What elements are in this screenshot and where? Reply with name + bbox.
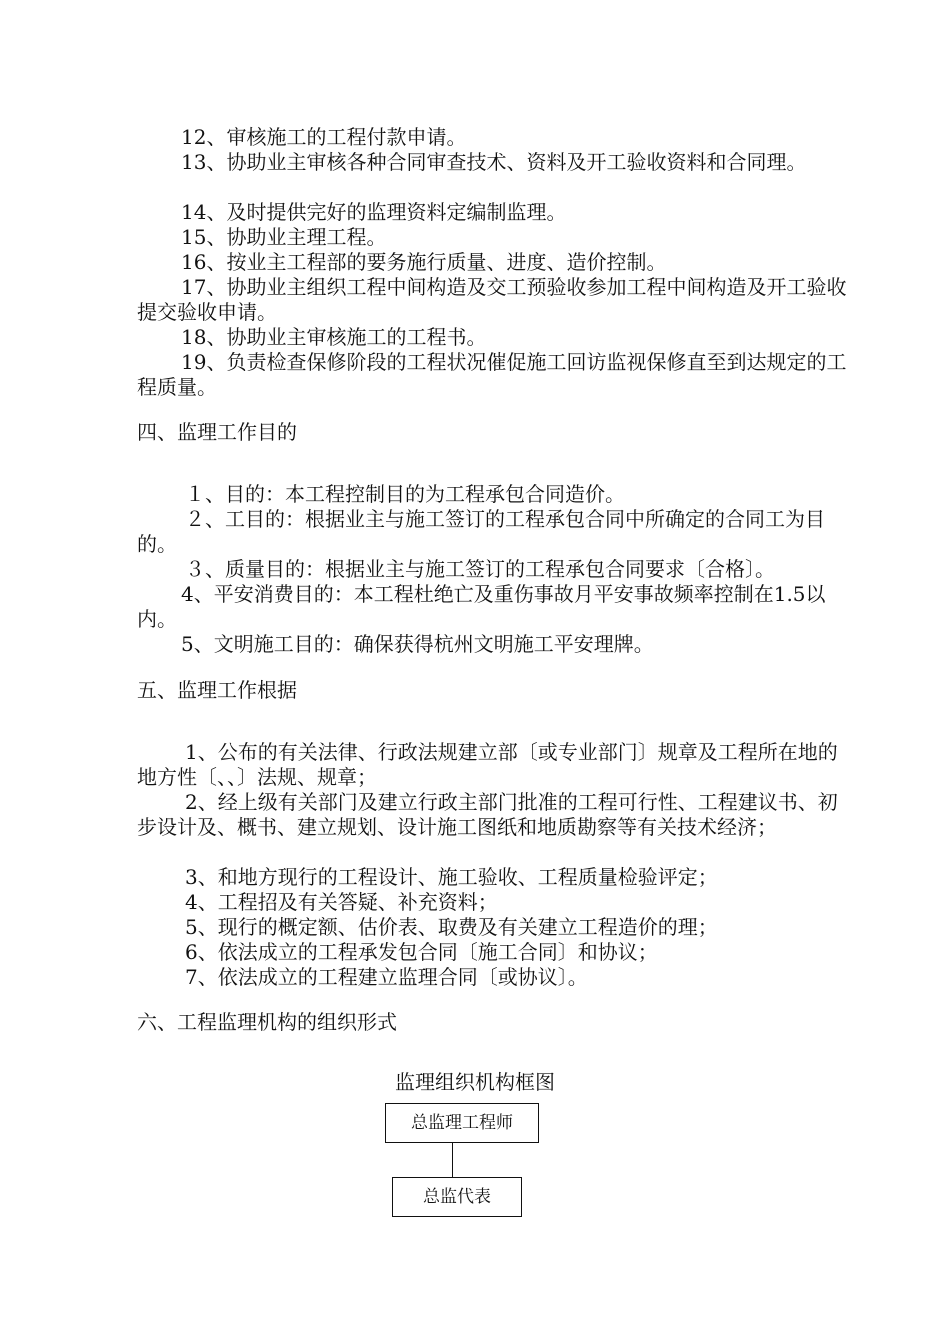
- list-item: 5、现行的概定额、估价表、取费及有关建立工程造价的理；: [185, 915, 718, 939]
- list-item: 2、经上级有关部门及建立行政主部门批准的工程可行性、工程建议书、初步设计及、概书、建立规划、设计施工图纸和地质勘察等有关技术经济；: [137, 790, 838, 839]
- list-item: 15、协助业主理工程。: [181, 225, 387, 249]
- org-connector-line: [452, 1143, 453, 1178]
- section-heading: 六、工程监理机构的组织形式: [137, 1010, 397, 1034]
- list-item: 19、负责检查保修阶段的工程状况催促施工回访监视保修直至到达规定的工程质量。: [137, 350, 847, 399]
- list-item: 16、按业主工程部的要务施行质量、进度、造价控制。: [181, 250, 667, 274]
- org-chart-title: 监理组织机构框图: [395, 1070, 555, 1094]
- list-item: ２、工目的：根据业主与施工签订的工程承包合同中所确定的合同工为目的。: [137, 507, 825, 556]
- org-box-label: 总监理工程师: [411, 1112, 513, 1133]
- list-item: 7、依法成立的工程建立监理合同〔或协议〕。: [185, 965, 588, 989]
- list-item: 4、工程招及有关答疑、补充资料；: [185, 890, 498, 914]
- list-item: 12、审核施工的工程付款申请。: [181, 125, 467, 149]
- org-box-chief-supervisor: [385, 1103, 539, 1143]
- list-item: 5、文明施工目的：确保获得杭州文明施工平安理牌。: [181, 632, 654, 656]
- org-box-deputy: [392, 1177, 522, 1217]
- org-box-label: 总监代表: [423, 1186, 491, 1207]
- section-heading: 五、监理工作根据: [137, 678, 297, 702]
- list-item: 1、公布的有关法律、行政法规建立部〔或专业部门〕规章及工程所在地的地方性〔、、〕法规、规章；: [137, 740, 838, 789]
- list-item: 18、协助业主审核施工的工程书。: [181, 325, 487, 349]
- list-item: 4、平安消费目的：本工程杜绝亡及重伤事故月平安事故频率控制在1.5以内。: [137, 582, 826, 631]
- list-item: 6、依法成立的工程承发包合同〔施工合同〕和协议；: [185, 940, 658, 964]
- list-item: ３、质量目的：根据业主与施工签订的工程承包合同要求〔合格〕。: [185, 557, 775, 581]
- list-item: 13、协助业主审核各种合同审查技术、资料及开工验收资料和合同理。: [181, 150, 807, 174]
- list-item: 3、和地方现行的工程设计、施工验收、工程质量检验评定；: [185, 865, 718, 889]
- list-item: 14、及时提供完好的监理资料定编制监理。: [181, 200, 567, 224]
- list-item: 17、协助业主组织工程中间构造及交工预验收参加工程中间构造及开工验收提交验收申请。: [137, 275, 847, 324]
- section-heading: 四、监理工作目的: [137, 420, 297, 444]
- list-item: １、目的：本工程控制目的为工程承包合同造价。: [185, 482, 625, 506]
